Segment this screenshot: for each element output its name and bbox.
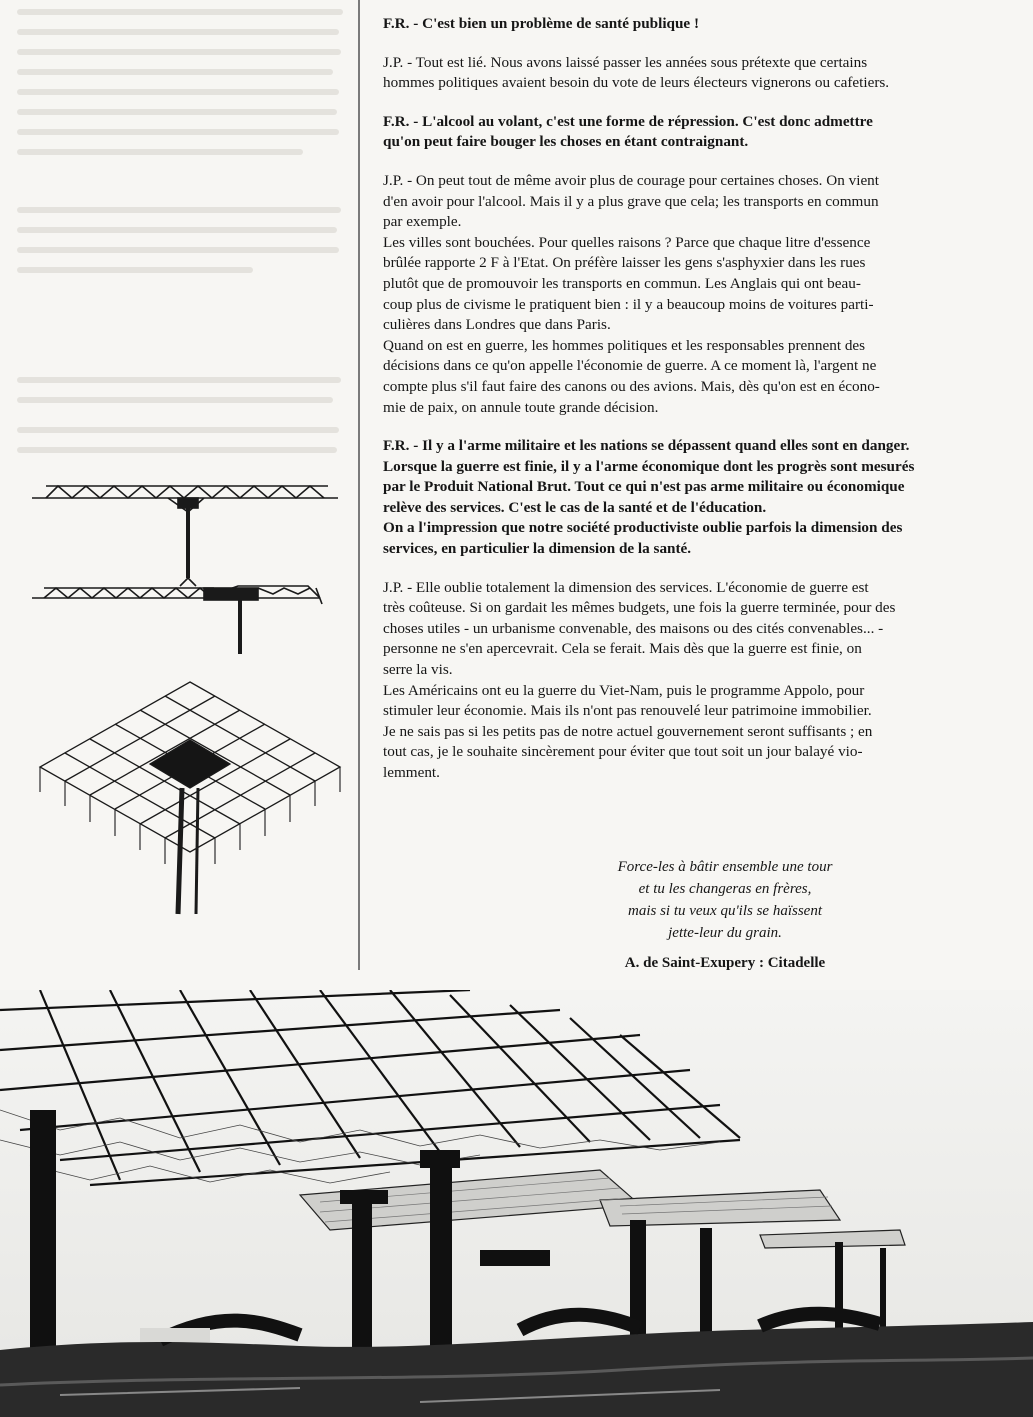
- paragraph-line: Je ne sais pas si les petits pas de notre actuel gouvernement seront suffisants ; en: [383, 722, 873, 740]
- paragraph-line: d'en avoir pour l'alcool. Mais il y a plus grave que cela; les transports en commun: [383, 192, 879, 210]
- paragraph-line: relève des services. C'est le cas de la santé et de l'éducation.: [383, 498, 767, 516]
- space-frame-axonometric-sketch: [30, 672, 350, 922]
- paragraph-line: services, en particulier la dimension de la santé.: [383, 540, 692, 558]
- paragraph-line: qu'on peut faire bouger les choses en étant contraignant.: [383, 133, 749, 151]
- quote-attribution: A. de Saint-Exupery : Citadelle: [624, 955, 826, 971]
- quote-line: jette-leur du grain.: [668, 925, 782, 941]
- paragraph-line: compte plus s'il faut faire des canons ou des avions. Mais, dès qu'on est en écono-: [383, 377, 880, 395]
- paragraph-line: Quand on est en guerre, les hommes politiques et les responsables prennent des: [383, 336, 866, 354]
- paragraph-line: personne ne s'en apercevrait. Cela se ferait. Mais dès que la guerre est finie, on: [383, 640, 862, 658]
- paragraph-line: choses utiles - un urbanisme convenable, des maisons ou des cités convenables... -: [383, 619, 884, 637]
- paragraph-line: J.P. - Elle oublie totalement la dimension des services. L'économie de guerre est: [383, 578, 869, 596]
- paragraph-line: Les Américains ont eu la guerre du Viet-Nam, puis le programme Appolo, pour: [383, 681, 865, 699]
- quote-line: mais si tu veux qu'ils se haïssent: [627, 903, 823, 919]
- paragraph-line: J.P. - Tout est lié. Nous avons laissé passer les années sous prétexte que certains: [383, 53, 868, 71]
- paragraph-fr-3: [383, 436, 1010, 560]
- paragraph-line: lemment.: [383, 764, 440, 781]
- construction-photo: [0, 990, 1033, 1417]
- quote-line: et tu les changeras en frères,: [638, 881, 812, 897]
- paragraph-line: mie de paix, on annule toute grande décision.: [383, 398, 659, 416]
- paragraph-line: plutôt que de promouvoir les transports en commun. Les Anglais qui ont beau-: [383, 274, 861, 292]
- paragraph-line: hommes politiques avaient besoin du vote de leurs électeurs vignerons ou cafetiers.: [383, 74, 890, 92]
- paragraph-line: F.R. - C'est bien un problème de santé publique !: [383, 15, 700, 32]
- paragraph-line: coup plus de civisme le pratiquent bien : il y a beaucoup moins de voitures parti-: [383, 295, 874, 313]
- truss-elevation-sketch: [28, 470, 348, 660]
- paragraph-jp-3: [383, 578, 1010, 784]
- paragraph-line: culières dans Londres que dans Paris.: [383, 316, 611, 334]
- paragraph-line: par exemple.: [383, 213, 462, 231]
- column-divider: [358, 0, 360, 970]
- paragraph-line: tout cas, je le souhaite sincèrement pour éviter que tout soit un jour balayé vio-: [383, 743, 863, 761]
- interview-text: [383, 14, 1010, 802]
- paragraph-line: F.R. - L'alcool au volant, c'est une forme de répression. C'est donc admettre: [383, 112, 873, 130]
- paragraph-line: Lorsque la guerre est finie, il y a l'arme économique dont les progrès sont mesurés: [383, 457, 915, 475]
- quote-line: Force-les à bâtir ensemble une tour: [617, 859, 833, 875]
- paragraph-fr-2: [383, 112, 1010, 153]
- paragraph-line: très coûteuse. Si on gardait les mêmes budgets, une fois la guerre terminée, pour des: [383, 599, 896, 617]
- paragraph-fr-1: [383, 14, 1010, 35]
- paragraph-line: serre la vis.: [383, 661, 453, 679]
- paragraph-line: brûlée rapporte 2 F à l'Etat. On préfère laisser les gens s'asphyxier dans les rues: [383, 254, 866, 272]
- paragraph-line: F.R. - Il y a l'arme militaire et les nations se dépassent quand elles sont en danger.: [383, 437, 910, 455]
- paragraph-line: On a l'impression que notre société productiviste oublie parfois la dimension des: [383, 519, 903, 537]
- paragraph-line: Les villes sont bouchées. Pour quelles raisons ? Parce que chaque litre d'essence: [383, 233, 871, 251]
- paragraph-line: décisions dans ce qu'on appelle l'économie de guerre. A ce moment là, l'argent ne: [383, 357, 877, 375]
- paragraph-jp-2: [383, 171, 1010, 418]
- paragraph-jp-1: [383, 53, 1010, 94]
- paragraph-line: stimuler leur économie. Mais ils n'ont pas renouvelé leur patrimoine immobilier.: [383, 702, 872, 720]
- paragraph-line: par le Produit National Brut. Tout ce qui n'est pas arme militaire ou économique: [383, 478, 905, 496]
- paragraph-line: J.P. - On peut tout de même avoir plus de courage pour certaines choses. On vient: [383, 171, 879, 189]
- epigraph-quote: [560, 856, 890, 974]
